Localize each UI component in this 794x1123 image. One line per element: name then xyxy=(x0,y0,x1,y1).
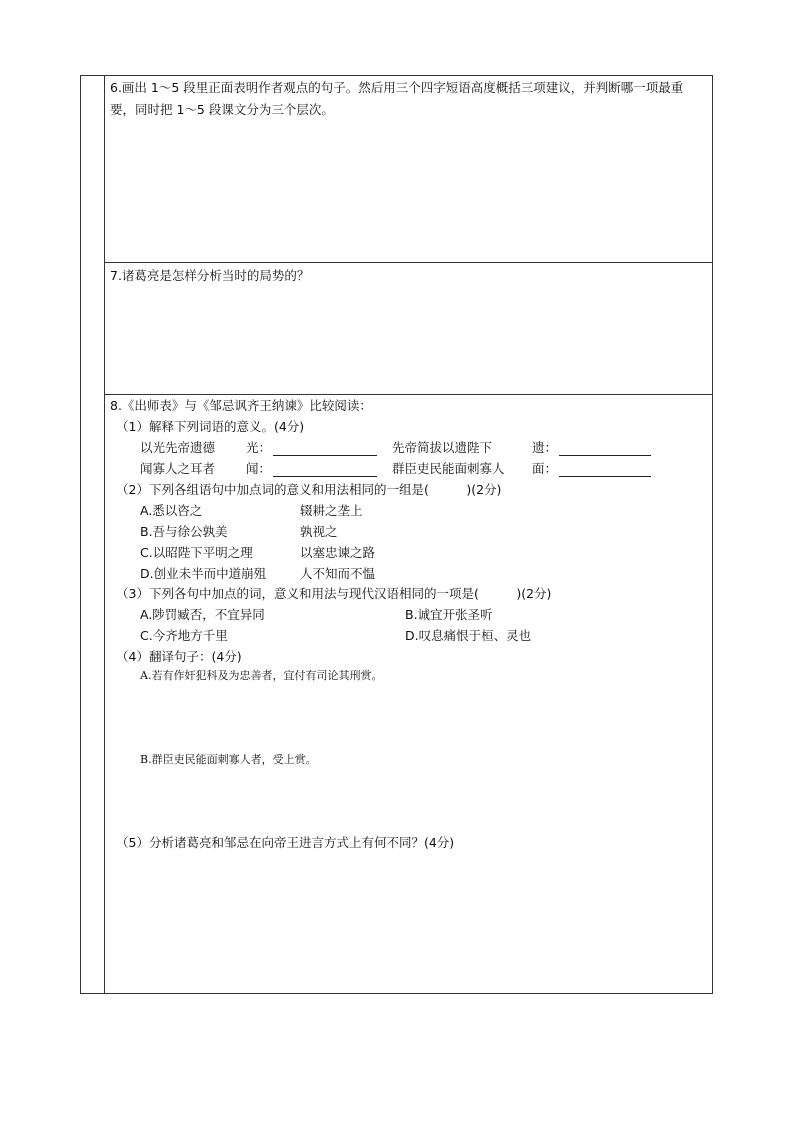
q8-p1-label-mian: 面： xyxy=(532,461,558,476)
q8-p1-label-guang: 光： xyxy=(246,440,272,455)
q8-p1-phrase-3: 闻寡人之耳者 xyxy=(140,461,216,476)
q8-p1-label-wen: 闻： xyxy=(246,461,272,476)
row-divider-q6 xyxy=(104,262,713,263)
question-6: 6.画出 1～5 段里正面表明作者观点的句子。然后用三个四字短语高度概括三项建议，并判断哪一项最重要，同时把 1～5 段课文分为三个层次。 xyxy=(110,80,684,117)
question-8-title: 8.《出师表》与《邹忌讽齐王纳谏》比较阅读： xyxy=(110,398,372,413)
answer-blank-guang[interactable] xyxy=(273,455,377,456)
q8-part3-title: （3）下列各句中加点的词，意义和用法与现代汉语相同的一项是( )(2分) xyxy=(116,586,552,601)
q8-p2-option-d-pair: 人不知而不愠 xyxy=(300,566,376,581)
q8-p2-option-b-pair: 孰视之 xyxy=(300,524,338,539)
q8-part4-title: （4）翻译句子：(4分) xyxy=(116,649,242,664)
q8-p3-option-c: C.今齐地方千里 xyxy=(140,628,228,643)
answer-blank-wen[interactable] xyxy=(273,476,377,477)
q8-p1-label-yi: 遗： xyxy=(532,440,558,455)
question-7: 7.诸葛亮是怎样分析当时的局势的？ xyxy=(110,268,310,283)
row-divider-q7 xyxy=(104,394,713,395)
q8-p3-option-a: A.陟罚臧否，不宜异同 xyxy=(140,607,265,622)
q8-p2-option-b: B.吾与徐公孰美 xyxy=(140,524,228,539)
q8-p2-option-c-pair: 以塞忠谏之路 xyxy=(300,545,376,560)
q8-p2-option-a-pair: 辍耕之垄上 xyxy=(300,503,363,518)
q8-p2-option-a: A.悉以咨之 xyxy=(140,503,203,518)
q8-part1-title: （1）解释下列词语的意义。(4分) xyxy=(116,419,305,434)
q8-p1-phrase-2: 先帝简拔以遗陛下 xyxy=(392,440,493,455)
q8-p2-option-d: D.创业未半而中道崩殂 xyxy=(140,566,267,581)
answer-blank-mian[interactable] xyxy=(559,476,651,477)
q8-part5-title: （5）分析诸葛亮和邹忌在向帝王进言方式上有何不同？(4分) xyxy=(116,835,455,850)
q8-p3-option-b: B.诚宜开张圣听 xyxy=(405,607,493,622)
q8-p4-sentence-a: A.若有作奸犯科及为忠善者，宜付有司论其刑赏。 xyxy=(140,669,383,682)
q8-p1-phrase-1: 以光先帝遗德 xyxy=(140,440,216,455)
answer-blank-yi[interactable] xyxy=(559,455,651,456)
left-column-divider xyxy=(104,75,105,994)
q8-p1-phrase-4: 群臣吏民能面刺寡人 xyxy=(392,461,505,476)
q8-part2-title: （2）下列各组语句中加点词的意义和用法相同的一组是( )(2分) xyxy=(116,482,502,497)
q8-p2-option-c: C.以昭陛下平明之理 xyxy=(140,545,253,560)
q8-p3-option-d: D.叹息痛恨于桓、灵也 xyxy=(405,628,532,643)
q8-p4-sentence-b: B.群臣吏民能面刺寡人者，受上赏。 xyxy=(140,753,317,766)
